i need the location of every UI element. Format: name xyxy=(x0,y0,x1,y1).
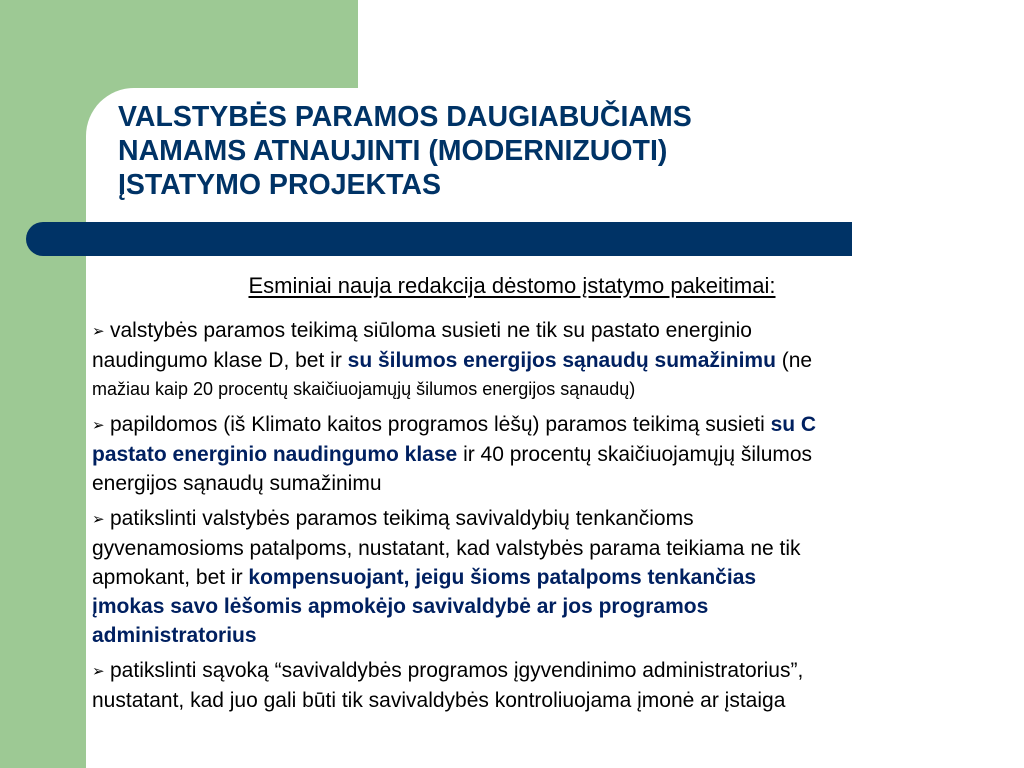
emphasis-text: su C xyxy=(770,413,817,436)
title-line-2: NAMAMS ATNAUJINTI (MODERNIZUOTI) xyxy=(118,135,668,167)
title-line-3: ĮSTATYMO PROJEKTAS xyxy=(118,169,442,201)
arrow-bullet-icon: ➢ xyxy=(92,323,105,340)
list-item: ➢ papildomos (iš Klimato kaitos programos lėšų) paramos teikimą susieti su C pastato energinio naudingumo klase ir 40 procentų skaičiuojamųjų šilumos energijos sąnaudų sumažinimu xyxy=(92,413,817,495)
title-divider-bar xyxy=(26,222,852,256)
title-line-1: VALSTYBĖS PARAMOS DAUGIABUČIAMS xyxy=(118,101,692,133)
arrow-bullet-icon: ➢ xyxy=(92,511,105,528)
list-item: ➢ patikslinti valstybės paramos teikimą savivaldybių tenkančioms gyvenamosioms patalpoms, nustatant, kad valstybės parama teikiama ne tik apmokant, bet ir kompensuojant, jeigu šioms patalpoms tenkančias įmokas savo lėšomis apmokėjo savivaldybė ar jos programos administratorius xyxy=(92,504,992,650)
slide-title xyxy=(118,100,978,202)
emphasis-text: įmokas savo lėšomis apmokėjo savivaldybė ar jos programos xyxy=(92,595,709,618)
bullet-list xyxy=(92,316,992,721)
subtitle-text: Esminiai nauja redakcija dėstomo įstatymo pakeitimai: xyxy=(248,273,776,298)
list-item: ➢ valstybės paramos teikimą siūloma susieti ne tik su pastato energinio naudingumo klase D, bet ir su šilumos energijos sąnaudų sumažinimu (ne mažiau kaip 20 procentų skaičiuojamųjų šilumos energijos sąnaudų) xyxy=(92,319,813,399)
arrow-bullet-icon: ➢ xyxy=(92,663,105,680)
emphasis-text: kompensuojant, jeigu šioms patalpoms tenkančias xyxy=(248,566,757,589)
emphasis-text: pastato energinio naudingumo klase xyxy=(92,443,458,466)
emphasis-text: su šilumos energijos sąnaudų sumažinimu xyxy=(347,349,776,372)
list-item: ➢ patikslinti sąvoką “savivaldybės programos įgyvendinimo administratorius”, nustatant, kad juo gali būti tik savivaldybės kontroliuojama įmonė ar įstaiga xyxy=(92,659,804,712)
arrow-bullet-icon: ➢ xyxy=(92,417,105,434)
slide-subtitle xyxy=(0,273,1024,299)
emphasis-text: administratorius xyxy=(92,624,257,647)
